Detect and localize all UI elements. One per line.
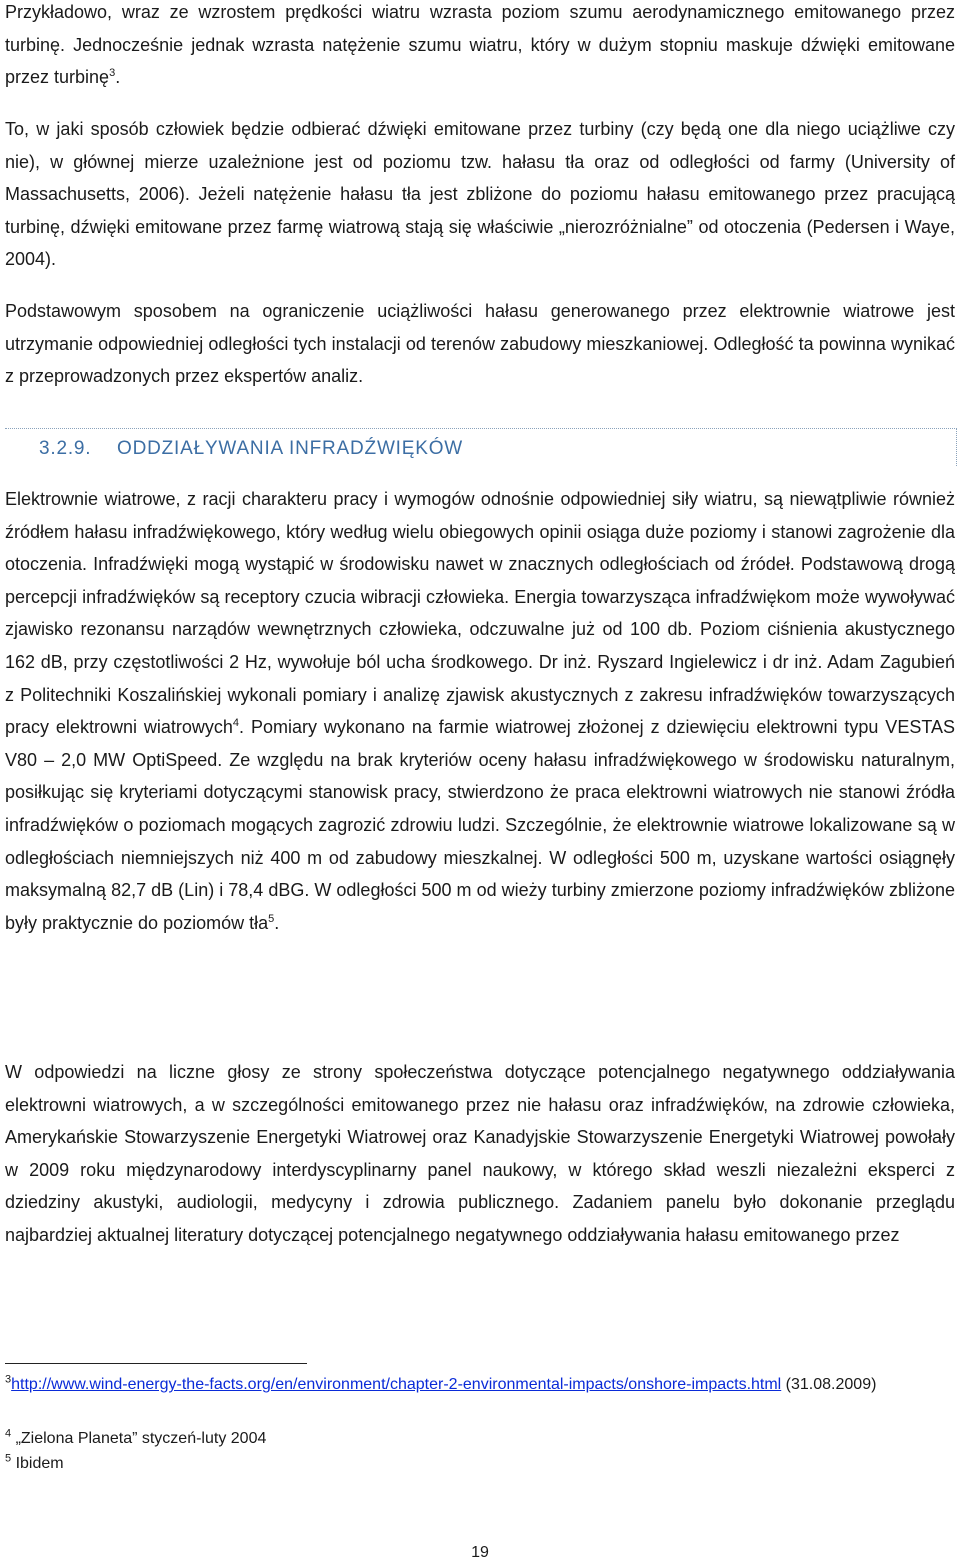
footnote-separator — [5, 1363, 307, 1364]
footnote-ref-3[interactable]: 3 — [109, 67, 116, 80]
section-heading — [5, 428, 957, 466]
footnote-text: „Zielona Planeta” styczeń-luty 2004 — [11, 1430, 267, 1447]
paragraph-tail: . — [274, 912, 280, 933]
footnote-link[interactable]: http://www.wind-energy-the-facts.org/en/environment/chapter-2-environmental-impacts/onshore-impacts.html — [11, 1376, 782, 1393]
paragraph-text: Przykładowo, wraz ze wzrostem prędkości wiatru wzrasta poziom szumu aerodynamicznego emitowanego przez turbinę. Jednocześnie jednak wzrasta natężenie szumu wiatru, który w dużym stopniu maskuje dźwięki emitowane przez turbinę — [5, 2, 955, 88]
footnote-number: 5 — [5, 1452, 12, 1465]
footnote-text: Ibidem — [11, 1455, 64, 1472]
footnote-4 — [5, 1427, 955, 1451]
paragraph-distance — [5, 295, 955, 393]
paragraph-text: Elektrownie wiatrowe, z racji charakteru pracy i wymogów odnośnie odpowiedniej siły wiatru, są niewątpliwie również źródłem hałasu infradźwiękowego, który według wielu obiegowych opinii osiąga duże poziomy i stanowi zagrożenie dla otoczenia. Infradźwięki mogą wystąpić w środowisku nawet w znacznych odległościach od źródeł. Podstawową drogą percepcji infradźwięków są receptory czucia wibracji człowieka. Energia towarzysząca infradźwiękom może wywoływać zjawisko rezonansu narządów wewnętrznych człowieka, odczuwalne już od 100 db. Poziom ciśnienia akustycznego 162 dB, przy częstotliwości 2 Hz, wywołuje ból ucha środkowego. Dr inż. Ryszard Ingielewicz i dr inż. Adam Zagubień z Politechniki Koszalińskiej wykonali pomiary i analizę zjawisk akustycznych z zakresu infradźwięków towarzyszących pracy elektrowni wiatrowych — [5, 489, 955, 738]
section-title: ODDZIAŁYWANIA INFRADŹWIĘKÓW — [117, 438, 464, 459]
footnote-text: (31.08.2009) — [781, 1376, 877, 1393]
footnote-5 — [5, 1452, 955, 1476]
paragraph-text: Podstawowym sposobem na ograniczenie uciążliwości hałasu generowanego przez elektrownie wiatrowe jest utrzymanie odpowiedniej odległości tych instalacji od terenów zabudowy mieszkaniowej. Odległość ta powinna wynikać z przeprowadzonych przez ekspertów analiz. — [5, 301, 955, 387]
paragraph-wind-noise — [5, 0, 955, 94]
paragraph-text: To, w jaki sposób człowiek będzie odbierać dźwięki emitowane przez turbiny (czy będą one dla niego uciążliwe czy nie), w głównej mierze uzależnione jest od poziomu tzw. hałasu tła oraz od odległości od farmy (University of Massachusetts, 2006). Jeżeli natężenie hałasu tła jest zbliżone do poziomu hałasu emitowanego przez pracującą turbinę, dźwięki emitowane przez farmę wiatrową stają się właściwie „nierozróżnialne” od otoczenia (Pedersen i Waye, 2004). — [5, 119, 955, 270]
page-number: 19 — [471, 1544, 489, 1561]
footnote-number: 3 — [5, 1373, 12, 1386]
paragraph-expert-panel — [5, 1056, 955, 1252]
paragraph-infrasound — [5, 483, 955, 939]
paragraph-noise-perception — [5, 113, 955, 276]
paragraph-text-middle: . Pomiary wykonano na farmie wiatrowej złożonej z dziewięciu elektrowni typu VESTAS V80 – 2,0 MW OptiSpeed. Ze względu na brak kryteriów oceny hałasu infradźwiękowego w środowisku naturalnym, posiłkując się kryteriami dotyczącymi stanowisk pracy, stwierdzono że praca elektrowni wiatrowych nie stanowi źródła infradźwięków o poziomach mogących zagrozić zdrowiu ludzi. Szczególnie, że elektrownie wiatrowe lokalizowane są w odległościach niemniejszych niż 400 m od zabudowy mieszkalnej. W odległości 500 m, uzyskane wartości osiągnęły maksymalną 82,7 dB (Lin) i 78,4 dBG. W odległości 500 m od wieży turbiny zmierzone poziomy infradźwięków zbliżone były praktycznie do poziomów tła — [5, 717, 955, 933]
paragraph-text: W odpowiedzi na liczne głosy ze strony społeczeństwa dotyczące potencjalnego negatywnego oddziaływania elektrowni wiatrowych, a w szczególności emitowanego przez nie hałasu oraz infradźwięków, na zdrowie człowieka, Amerykańskie Stowarzyszenie Energetyki Wiatrowej oraz Kanadyjskie Stowarzyszenie Energetyki Wiatrowej powołały w 2009 roku międzynarodowy interdyscyplinarny panel naukowy, w którego skład weszli niezależni eksperci z dziedziny akustyki, audiologii, medycyny i zdrowia publicznego. Zadaniem panelu było dokonanie przeglądu najbardziej aktualnej literatury dotyczącej potencjalnego negatywnego oddziaływania hałasu emitowanego przez — [5, 1062, 955, 1245]
section-number: 3.2.9. — [39, 438, 92, 459]
paragraph-tail: . — [115, 67, 121, 88]
footnote-ref-4[interactable]: 4 — [232, 717, 240, 730]
footnote-ref-5[interactable]: 5 — [268, 912, 275, 925]
footnote-number: 4 — [5, 1427, 12, 1440]
footnote-3 — [5, 1373, 955, 1397]
